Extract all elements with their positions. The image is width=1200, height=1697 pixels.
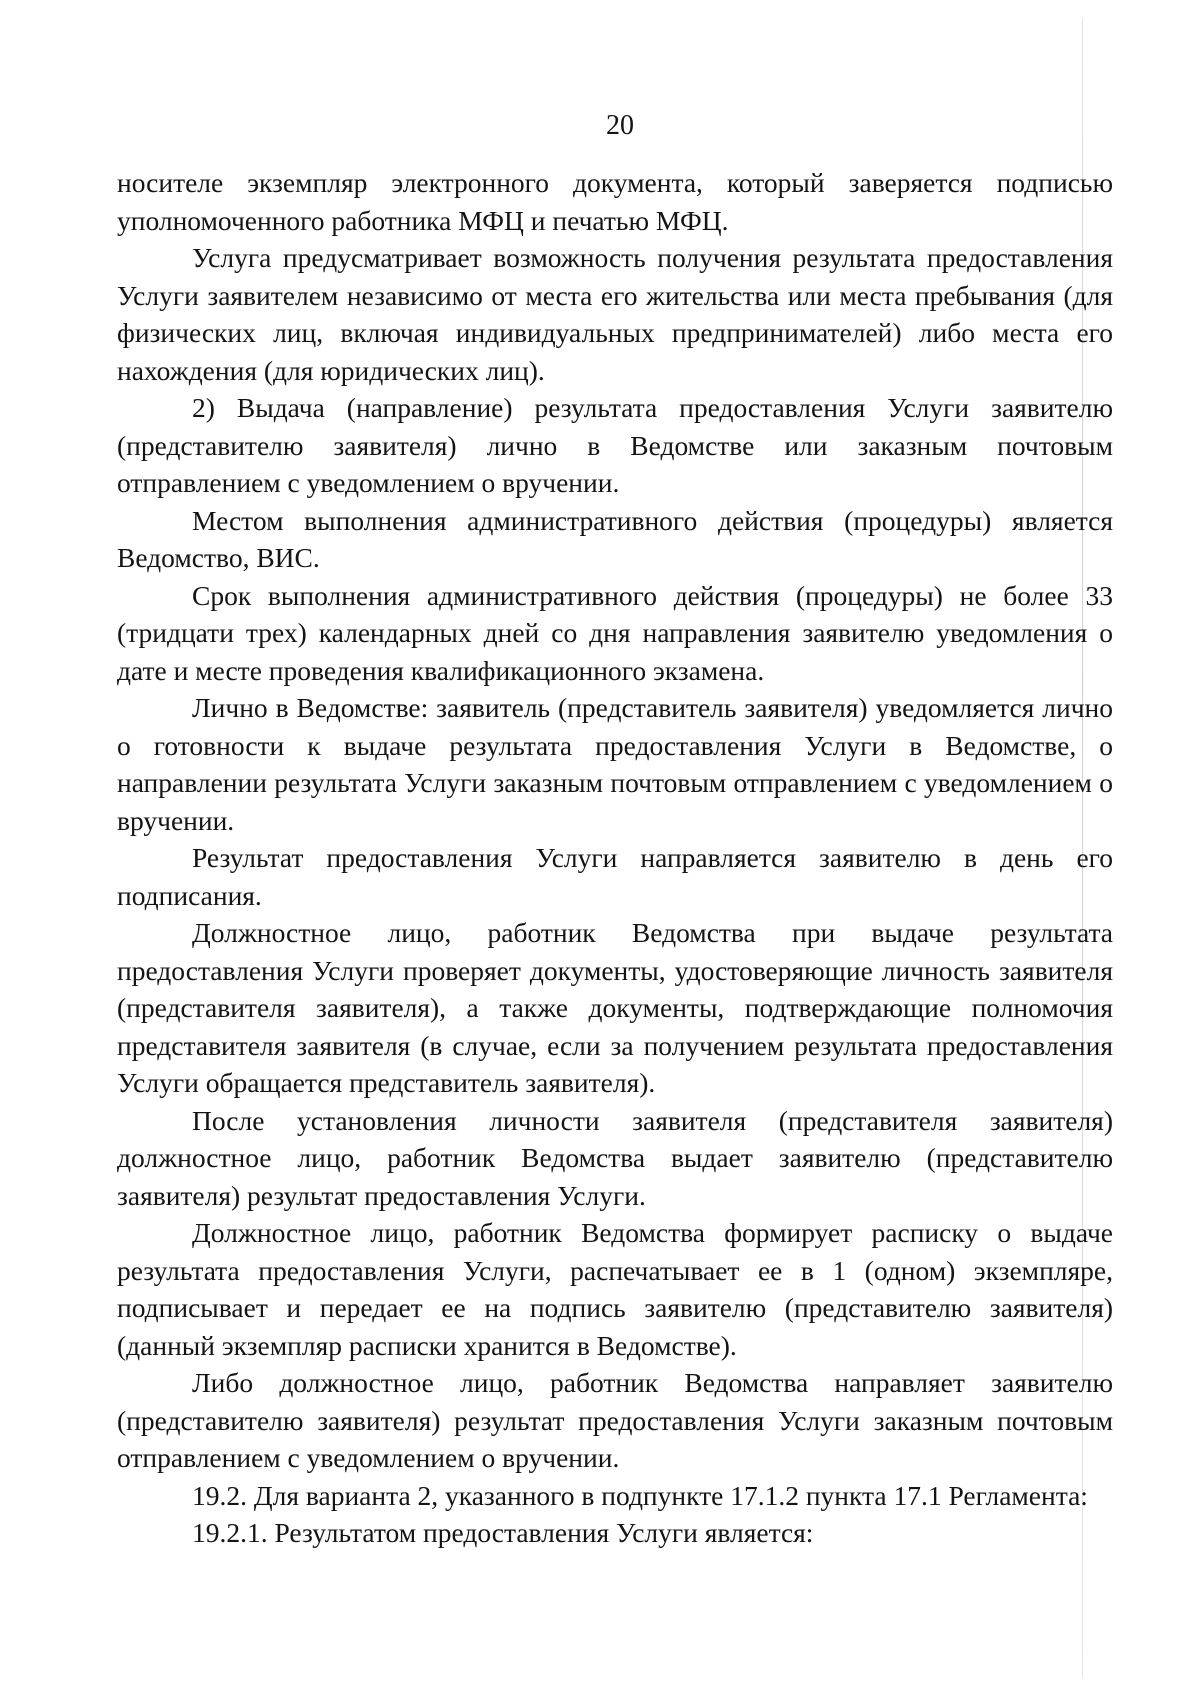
paragraph: Срок выполнения административного действия (процедуры) не более 33 (тридцати трех) календарных дней со дня направления заявителю уведомления о дате и месте проведения квалификационного экзамена. xyxy=(117,579,1113,686)
paragraph: Результат предоставления Услуги направляется заявителю в день его подписания. xyxy=(117,842,1113,911)
section-heading-19-2: 19.2. Для варианта 2, указанного в подпункте 17.1.2 пункта 17.1 Регламента: xyxy=(192,1479,1088,1511)
paragraph: После установления личности заявителя (представителя заявителя) должностное лицо, работник Ведомства выдает заявителю (представителю заявителя) результат предоставления Услуги. xyxy=(117,1104,1113,1211)
section-heading-19-2-1: 19.2.1. Результатом предоставления Услуги является: xyxy=(192,1517,814,1548)
document-body xyxy=(117,164,1113,1552)
paragraph: Услуга предусматривает возможность получения результата предоставления Услуги заявителем независимо от места его жительства или места пребывания (для физических лиц, включая индивидуальных предпринимателей) либо места его нахождения (для юридических лиц). xyxy=(117,242,1113,386)
page-number: 20 xyxy=(606,110,634,141)
paragraph: носителе экземпляр электронного документа, который заверяется подписью уполномоченного работника МФЦ и печатью МФЦ. xyxy=(117,167,1113,236)
paragraph: Должностное лицо, работник Ведомства при выдаче результата предоставления Услуги проверяет документы, удостоверяющие личность заявителя (представителя заявителя), а также документы, подтверждающие полномочия представителя заявителя (в случае, если за получением результата предоставления Услуги обращается представитель заявителя). xyxy=(117,917,1113,1098)
paragraph: Либо должностное лицо, работник Ведомства направляет заявителю (представителю заявителя) результат предоставления Услуги заказным почтовым отправлением с уведомлением о вручении. xyxy=(117,1367,1113,1473)
paragraph: Лично в Ведомстве: заявитель (представитель заявителя) уведомляется лично о готовности к выдаче результата предоставления Услуги в Ведомстве, о направлении результата Услуги заказным почтовым отправлением с уведомлением о вручении. xyxy=(117,692,1113,836)
paragraph: Должностное лицо, работник Ведомства формирует расписку о выдаче результата предоставления Услуги, распечатывает ее в 1 (одном) экземпляре, подписывает и передает ее на подпись заявителю (представителю заявителя) (данный экземпляр расписки хранится в Ведомстве). xyxy=(117,1217,1113,1361)
paragraph: 2) Выдача (направление) результата предоставления Услуги заявителю (представителю заявителя) лично в Ведомстве или заказным почтовым отправлением с уведомлением о вручении. xyxy=(117,392,1113,498)
paragraph: Местом выполнения административного действия (процедуры) является Ведомство, ВИС. xyxy=(117,504,1113,573)
